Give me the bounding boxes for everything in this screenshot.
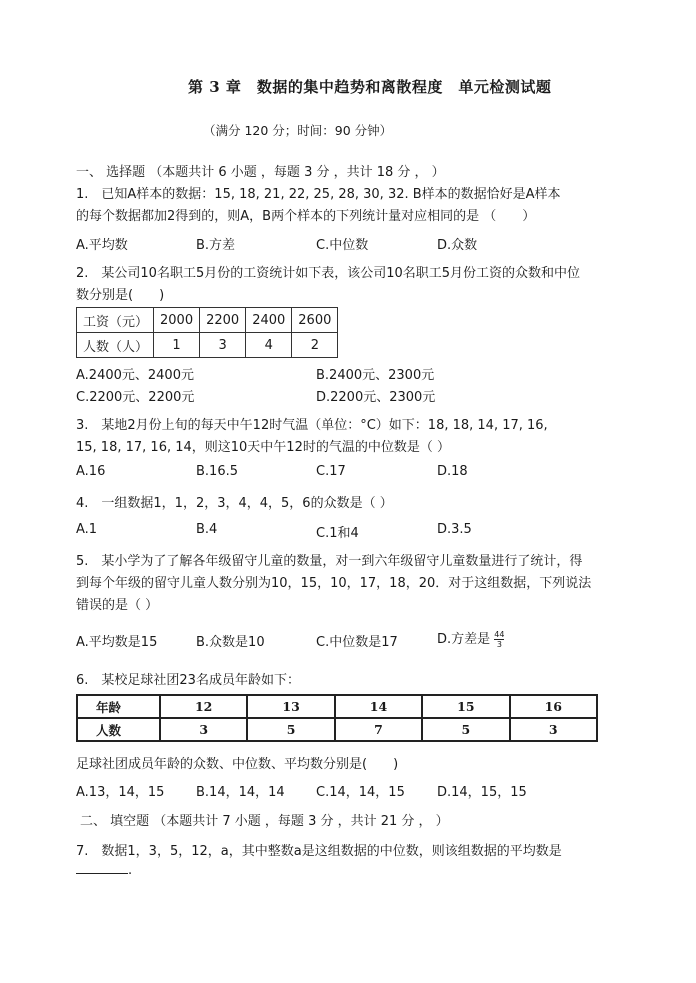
option-a: A.平均数 [76,238,128,253]
option-c: C.2200元、2200元 [76,390,195,405]
question-text: 2. 某公司10名职工5月份的工资统计如下表，该公司10名职工5月份工资的众数和中位 [76,266,581,281]
table-cell: 2400 [246,308,292,333]
question-text: 1. 已知A样本的数据：15, 18, 21, 22, 25, 28, 30, 32. B样本的数据恰好是A样本 [76,187,561,202]
option-a: A.1 [76,522,98,537]
option-d: D.2200元、2300元 [316,390,436,405]
table-cell: 3 [510,718,597,741]
option-b: B.众数是10 [196,635,265,650]
table-cell: 年龄 [77,695,160,718]
table-cell: 4 [246,333,292,358]
question-text: 15, 18, 17, 16, 14，则这10天中午12时的气温的中位数是（ ） [76,440,450,455]
salary-table [76,307,338,358]
table-row [77,718,597,741]
option-b: B.16.5 [196,464,238,479]
question-text: 的每个数据都加2得到的，则A，B两个样本的下列统计量对应相同的是 （ ） [76,209,536,224]
table-cell: 2600 [292,308,338,333]
fraction-denominator: 3 [496,640,502,649]
table-cell: 2000 [154,308,200,333]
page-title: 第 3 章 数据的集中趋势和离散程度 单元检测试题 [188,78,552,96]
question-text: 4. 一组数据1，1，2，3，4，4，5，6的众数是（ ） [76,496,393,511]
table-cell: 3 [160,718,247,741]
fraction-numerator: 44 [494,630,505,639]
option-b: B.4 [196,522,218,537]
option-a: A.2400元、2400元 [76,368,194,383]
question-text: 6. 某校足球社团23名成员年龄如下： [76,673,300,688]
section-heading-fill: 二、 填空题 （本题共计 7 小题 ，每题 3 分 ，共计 21 分 ， ） [80,814,449,829]
table-row [77,695,597,718]
table-cell: 14 [335,695,422,718]
answer-blank: . [76,861,132,878]
option-a: A.13，14，15 [76,785,165,800]
option-c: C.1和4 [316,526,359,541]
table-cell: 1 [154,333,200,358]
option-c: C.17 [316,464,346,479]
table-cell: 16 [510,695,597,718]
option-d: D.众数 [437,238,478,253]
option-d-label: D.方差是 [437,632,491,647]
fraction [494,630,504,649]
table-cell: 13 [247,695,334,718]
question-text: 错误的是（ ） [76,598,159,613]
page-subtitle: （满分 120 分；时间：90 分钟） [203,123,393,138]
age-table [76,694,598,742]
option-d: D.14，15，15 [437,785,527,800]
option-a: A.16 [76,464,106,479]
question-text: 到每个年级的留守儿童人数分别为10，15，10，17，18，20．对于这组数据，下列说法 [76,576,592,591]
table-cell: 5 [247,718,334,741]
option-c: C.中位数 [316,238,369,253]
option-c: C.14，14，15 [316,785,405,800]
question-text: 7. 数据1，3，5，12，a，其中整数a是这组数据的中位数，则该组数据的平均数是 [76,844,562,859]
section-heading-choice: 一、 选择题 （本题共计 6 小题 ，每题 3 分 ，共计 18 分 ， ） [76,165,445,180]
table-cell: 3 [200,333,246,358]
option-d: D.18 [437,464,468,479]
table-cell: 2200 [200,308,246,333]
option-b: B.方差 [196,238,236,253]
option-d [437,628,504,649]
option-b: B.14，14，14 [196,785,285,800]
table-cell: 2 [292,333,338,358]
table-row [77,308,338,333]
question-text: 数分别是( ) [76,288,165,303]
option-b: B.2400元、2300元 [316,368,435,383]
question-text: 5. 某小学为了了解各年级留守儿童的数量，对一到六年级留守儿童数量进行了统计，得 [76,554,583,569]
blank-line [76,861,128,874]
question-text: 3. 某地2月份上旬的每天中午12时气温（单位：°C）如下：18, 18, 14, 17, 16, [76,418,548,433]
option-c: C.中位数是17 [316,635,398,650]
table-cell: 人数（人） [77,333,154,358]
table-cell: 7 [335,718,422,741]
table-cell: 15 [422,695,509,718]
table-cell: 12 [160,695,247,718]
table-cell: 5 [422,718,509,741]
table-cell: 人数 [77,718,160,741]
option-a: A.平均数是15 [76,635,158,650]
question-text: 足球社团成员年龄的众数、中位数、平均数分别是( ) [76,757,399,772]
table-cell: 工资（元） [77,308,154,333]
table-row [77,333,338,358]
option-d: D.3.5 [437,522,472,537]
